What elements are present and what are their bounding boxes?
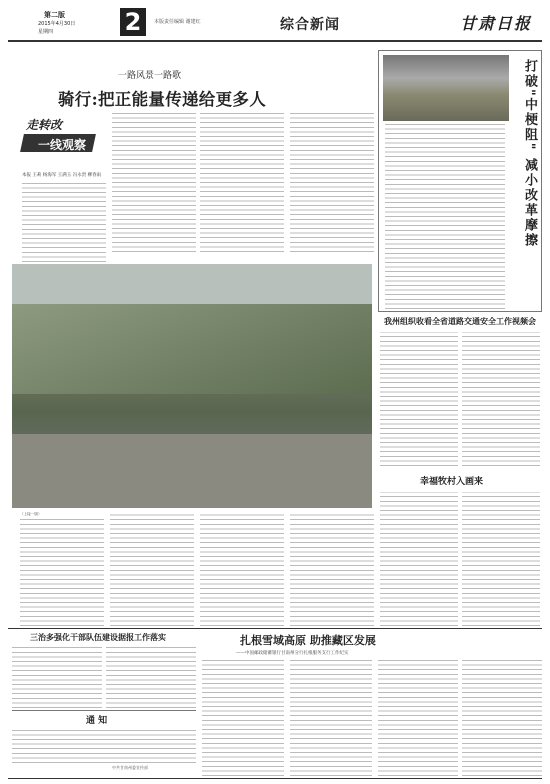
cyclists-photo (12, 264, 372, 508)
main-bottom-col-2 (110, 512, 194, 626)
main-bottom-col-4 (290, 512, 374, 626)
main-headline: 骑行:把正能量传递给更多人 (58, 90, 266, 109)
byline: 本报 王莉 杨海军 王满玉 冯永贵 柳春雨 (22, 173, 102, 178)
section-divider (8, 628, 542, 629)
notice-title: 通 知 (86, 716, 108, 726)
notice-org: 中共甘南州委宣传部 (112, 765, 148, 770)
footer-rule (8, 778, 542, 779)
opinion-text-1 (385, 123, 505, 309)
training-headline: 三治多强化干部队伍建设据报工作落实 (30, 632, 166, 642)
main-column-3 (200, 112, 284, 252)
training-col-1 (12, 646, 102, 708)
photo-caption: （上接一版） (20, 512, 42, 516)
mountain-region (12, 304, 372, 394)
main-column-1 (22, 182, 106, 262)
masthead-bar (8, 8, 542, 38)
training-col-2 (106, 646, 196, 708)
tibet-subtitle: ——中国邮政储蓄银行甘南州分行扎根服务支行工作纪实 (236, 651, 349, 656)
tibet-col-4 (462, 660, 542, 776)
farm-col-2 (462, 492, 540, 626)
tibet-headline: 扎根雪域高原 助推藏区发展 (240, 634, 376, 647)
page-number: 2 (120, 8, 146, 36)
farm-headline: 幸福牧村入画来 (420, 477, 484, 487)
notice-box (12, 710, 196, 776)
date-label: 2015年4月30日 (38, 21, 76, 27)
traffic-headline: 我州组织收看全省道路交通安全工作视频会 (384, 316, 536, 326)
main-bottom-col-3 (200, 512, 284, 626)
traffic-col-1 (380, 332, 458, 466)
series-logo-text: 走转改 (26, 118, 63, 132)
tibet-col-1 (202, 660, 284, 776)
main-kicker: 一路风景一路歌 (118, 71, 182, 81)
farm-col-1 (380, 492, 458, 626)
opinion-photo (383, 55, 509, 121)
section-title: 综合新闻 (280, 17, 340, 33)
masthead-logo: 甘肃日报 (460, 14, 533, 33)
opinion-box (378, 50, 542, 312)
tibet-col-2 (290, 660, 372, 776)
tibet-col-3 (378, 660, 458, 776)
main-column-4 (290, 112, 374, 252)
notice-text (12, 727, 196, 763)
opinion-headline: 打破"中梗阻" 减小改革摩擦 (522, 59, 537, 249)
editor-label: 本版责任编辑 谢建红 (154, 19, 201, 25)
traffic-col-2 (462, 332, 540, 466)
header-rule (8, 40, 542, 42)
series-sub-text: 一线观察 (38, 138, 87, 152)
weekday-label: 星期四 (38, 29, 54, 35)
edition-label: 第二版 (44, 11, 65, 19)
road-region (12, 434, 372, 508)
main-bottom-col-1 (20, 518, 104, 626)
main-column-2 (112, 112, 196, 252)
series-logo (22, 114, 94, 164)
